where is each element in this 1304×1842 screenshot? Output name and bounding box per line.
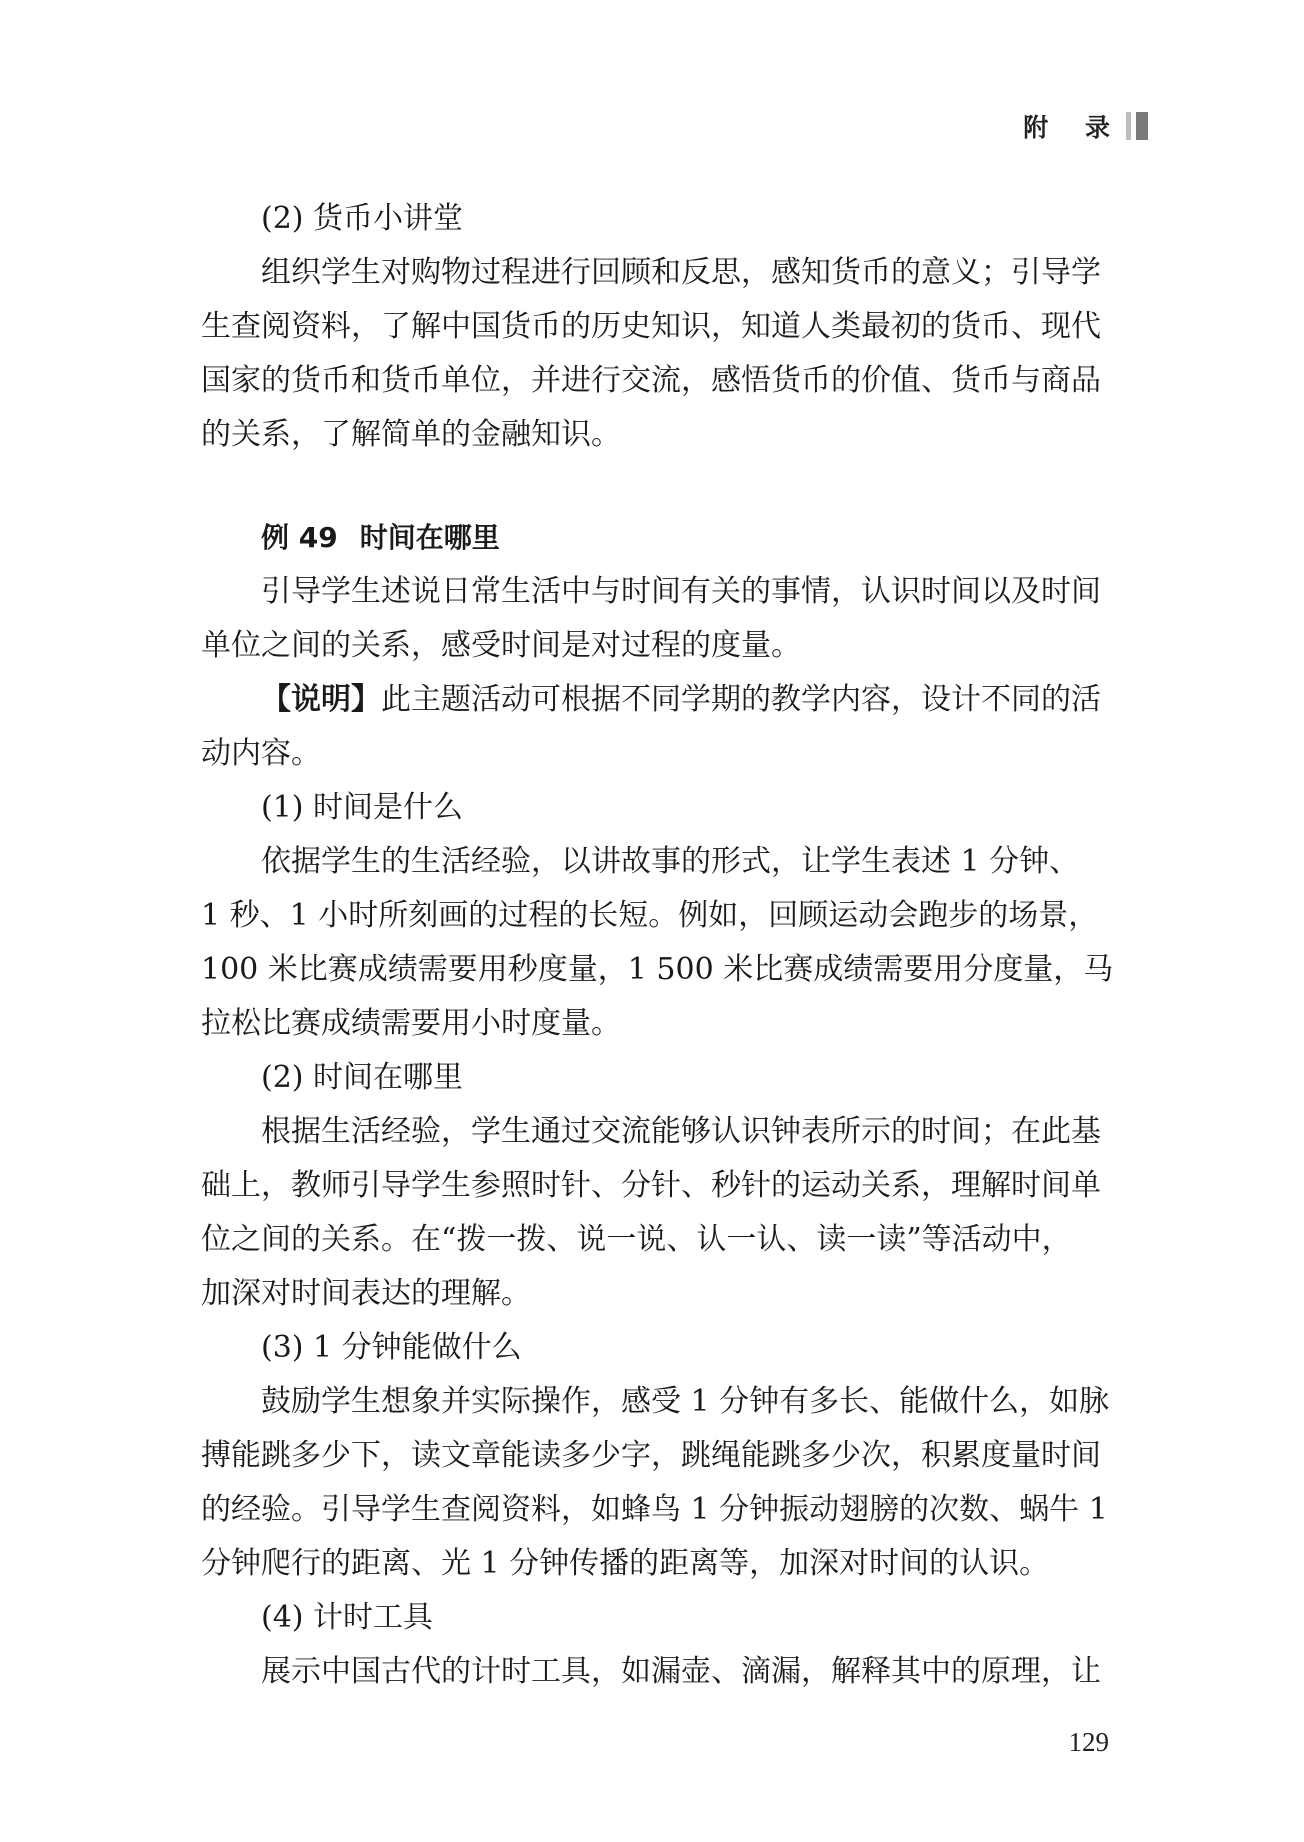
paragraph-line: 加深对时间表达的理解。 bbox=[201, 1276, 531, 1311]
note-label: 【说明】 bbox=[261, 682, 381, 717]
paragraph-line: 的经验。引导学生查阅资料，如蜂鸟 1 分钟振动翅膀的次数、蜗牛 1 bbox=[201, 1492, 1108, 1527]
paragraph-line: 依据学生的生活经验，以讲故事的形式，让学生表述 1 分钟、 bbox=[261, 844, 1080, 879]
paragraph-line: 搏能跳多少下，读文章能读多少字，跳绳能跳多少次，积累度量时间 bbox=[201, 1438, 1101, 1473]
subheading-timing-tools: (4) 计时工具 bbox=[261, 1600, 434, 1635]
paragraph-line: 组织学生对购物过程进行回顾和反思，感知货币的意义；引导学 bbox=[261, 255, 1101, 290]
paragraph-line: 分钟爬行的距离、光 1 分钟传播的距离等，加深对时间的认识。 bbox=[201, 1546, 1050, 1581]
paragraph-line: 生查阅资料，了解中国货币的历史知识，知道人类最初的货币、现代 bbox=[201, 309, 1101, 344]
example-title: 时间在哪里 bbox=[359, 521, 500, 554]
paragraph-line: 展示中国古代的计时工具，如漏壶、滴漏，解释其中的原理，让 bbox=[261, 1654, 1101, 1689]
paragraph-line: 动内容。 bbox=[201, 736, 321, 771]
paragraph-line: 国家的货币和货币单位，并进行交流，感悟货币的价值、货币与商品 bbox=[201, 363, 1101, 398]
subheading-what-is-time: (1) 时间是什么 bbox=[261, 790, 464, 825]
paragraph-line: 1 秒、1 小时所刻画的过程的长短。例如，回顾运动会跑步的场景， bbox=[201, 898, 1099, 933]
header-bar-icon bbox=[1126, 112, 1148, 140]
page-number: 129 bbox=[1068, 1727, 1109, 1757]
header-section-label: 附 录 bbox=[1023, 113, 1124, 142]
header-bar-thick bbox=[1136, 112, 1148, 140]
subheading-one-minute: (3) 1 分钟能做什么 bbox=[261, 1330, 522, 1365]
paragraph-line: 础上，教师引导学生参照时针、分针、秒针的运动关系，理解时间单 bbox=[201, 1168, 1101, 1203]
example-heading bbox=[201, 511, 1111, 565]
example-number: 例 49 bbox=[261, 521, 338, 554]
subheading-currency-lecture: (2) 货币小讲堂 bbox=[261, 201, 464, 236]
paragraph-line: 的关系，了解简单的金融知识。 bbox=[201, 417, 621, 452]
paragraph-line: 位之间的关系。在“拨一拨、说一说、认一认、读一读”等活动中， bbox=[201, 1222, 1072, 1257]
paragraph-line: 根据生活经验，学生通过交流能够认识钟表所示的时间；在此基 bbox=[261, 1114, 1101, 1149]
paragraph-line: 引导学生述说日常生活中与时间有关的事情，认识时间以及时间 bbox=[261, 574, 1101, 609]
paragraph-line: 拉松比赛成绩需要用小时度量。 bbox=[201, 1006, 621, 1041]
header-bar-thin bbox=[1126, 112, 1131, 140]
paragraph-line: 单位之间的关系，感受时间是对过程的度量。 bbox=[201, 628, 801, 663]
paragraph-line: 100 米比赛成绩需要用秒度量，1 500 米比赛成绩需要用分度量，马 bbox=[201, 952, 1114, 987]
paragraph-line: 鼓励学生想象并实际操作，感受 1 分钟有多长、能做什么，如脉 bbox=[261, 1384, 1110, 1419]
note-line bbox=[201, 673, 1111, 727]
running-header bbox=[1023, 108, 1148, 144]
note-text: 此主题活动可根据不同学期的教学内容，设计不同的活 bbox=[381, 682, 1101, 717]
body-text bbox=[201, 192, 1114, 1699]
subheading-where-is-time: (2) 时间在哪里 bbox=[261, 1060, 464, 1095]
